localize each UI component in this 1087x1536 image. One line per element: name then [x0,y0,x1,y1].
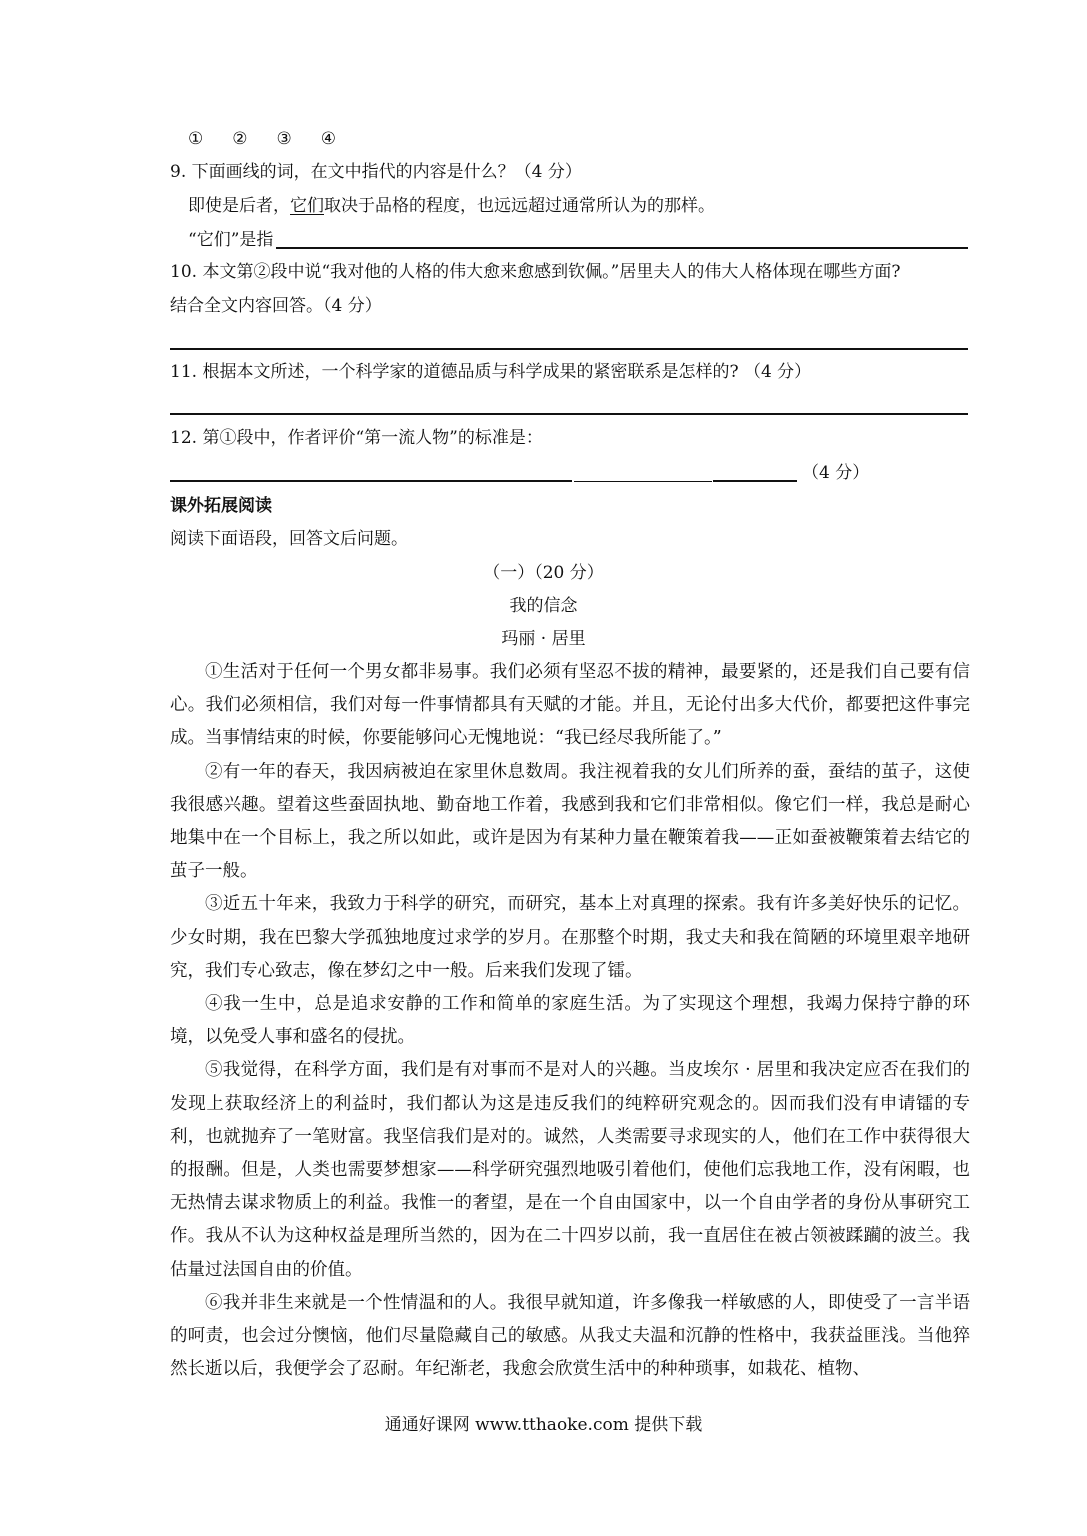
article-title: 我的信念 [509,596,578,616]
question-12-score: （4 分） [802,463,870,483]
question-11: 11. 根据本文所述，一个科学家的道德品质与科学成果的紧密联系是怎样的? （4 分） [170,362,812,382]
answer-line-q10[interactable] [170,348,968,350]
paragraph-6: ⑥我并非生来就是一个性情温和的人。我很早就知道，许多像我一样敏感的人，即使受了一言半语的呵责，也会过分懊恼，他们尽量隐藏自己的敏感。从我丈夫温和沉静的性格中，我获益匪浅。当他猝然长逝以后，我便学会了忍耐。年纪渐老，我愈会欣赏生活中的种种琐事，如栽花、植物、 [170,1292,970,1380]
question-10-line2: 结合全文内容回答。（4 分） [170,296,382,316]
paragraph-2: ②有一年的春天，我因病被迫在家里休息数周。我注视着我的女儿们所养的蚕，蚕结的茧子，这使我很感兴趣。望着这些蚕固执地、勤奋地工作着，我感到我和它们非常相似。像它们一样，我总是耐心地集中在一个目标上，我之所以如此，或许是因为有某种力量在鞭策着我——正如蚕被鞭策着去结它的茧子一般。 [170,761,970,882]
answer-line-q12-b[interactable] [574,481,712,482]
paragraph-3: ③近五十年来，我致力于科学的研究，而研究，基本上对真理的探索。我有许多美好快乐的记忆。少女时期，我在巴黎大学孤独地度过求学的岁月。在那整个时期，我丈夫和我在简陋的环境里艰辛地研究，我们专心致志，像在梦幻之中一般。后来我们发现了镭。 [170,894,970,981]
article-body [170,656,970,1386]
quote-after: 取决于品格的程度，也远远超过通常所认为的那样。 [324,196,715,216]
paragraph-4: ④我一生中，总是追求安静的工作和简单的家庭生活。为了实现这个理想，我竭力保持宁静的环境，以免受人事和盛名的侵扰。 [170,994,970,1048]
question-9-quote [188,194,715,218]
quote-before: 即使是后者， [188,196,290,216]
answer-options: ① ② ③ ④ [188,129,342,149]
answer-line-q9[interactable] [276,247,968,249]
article-author: 玛丽 · 居里 [501,629,586,649]
part-label: （一）（20 分） [483,563,604,583]
question-10-line1: 10. 本文第②段中说“我对他的人格的伟大愈来愈感到钦佩。”居里夫人的伟大人格体现在哪些方面? [170,262,901,282]
underlined-word: 它们 [290,196,324,216]
question-9-answer-prompt: “它们”是指 [188,230,274,250]
paragraph-5: ⑤我觉得，在科学方面，我们是有对事而不是对人的兴趣。当皮埃尔 · 居里和我决定应否在我们的发现上获取经济上的利益时，我们都认为这是违反我们的纯粹研究观念的。因而我们没有申请镭的专利，也就抛弃了一笔财富。我坚信我们是对的。诚然，人类需要寻求现实的人，他们在工作中获得很大的报酬。但是，人类也需要梦想家——科学研究强烈地吸引着他们，使他们忘我地工作，没有闲暇，也无热情去谋求物质上的利益。我惟一的奢望，是在一个自由国家中，以一个自由学者的身份从事研究工作。我从不认为这种权益是理所当然的，因为在二十四岁以前，我一直居住在被占领被蹂躏的波兰。我估量过法国自由的价值。 [170,1060,970,1280]
section-heading: 课外拓展阅读 [170,496,272,516]
page-footer: 通通好课网 www.tthaoke.com 提供下载 [384,1415,703,1435]
answer-line-q12-a[interactable] [170,480,572,482]
paragraph-1: ①生活对于任何一个男女都非易事。我们必须有坚忍不拔的精神，最要紧的，还是我们自己要有信心。我们必须相信，我们对每一件事情都具有天赋的才能。并且，无论付出多大代价，都要把这件事完成。当事情结束的时候，你要能够问心无愧地说：“我已经尽我所能了。” [170,662,970,749]
answer-line-q11[interactable] [170,413,968,415]
question-9-stem: 9. 下面画线的词，在文中指代的内容是什么？（4 分） [170,162,582,182]
question-12-stem: 12. 第①段中，作者评价“第一流人物”的标准是： [170,428,543,448]
answer-line-q12-c[interactable] [713,480,797,482]
section-instruction: 阅读下面语段，回答文后问题。 [170,529,408,549]
